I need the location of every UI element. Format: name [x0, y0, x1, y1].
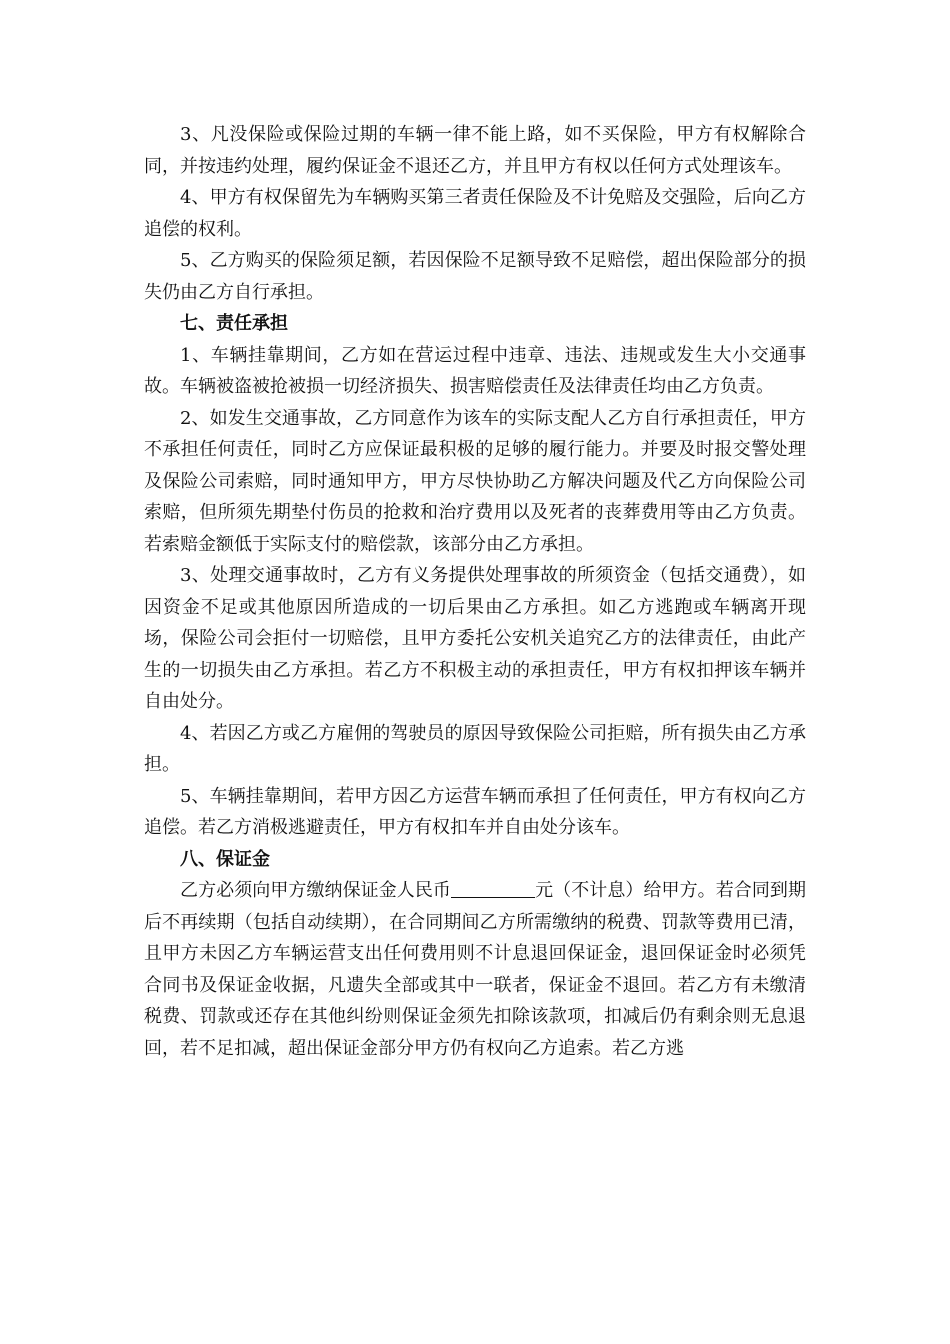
contract-page — [144, 119, 806, 1064]
clause-7-4: 4、若因乙方或乙方雇佣的驾驶员的原因导致保险公司拒赔，所有损失由乙方承担。 — [144, 722, 806, 775]
deposit-amount-blank — [451, 879, 535, 898]
deposit-text-after: 元（不计息）给甲方。若合同到期后不再续期（包括自动续期），在合同期间乙方所需缴纳的税费、罚款等费用已清，且甲方未因乙方车辆运营支出任何费用则不计息退回保证金，退回保证金时必须凭合同书及保证金收据，凡遗失全部或其中一联者，保证金不退回。若乙方有未缴清税费、罚款或还存在其他纠纷则保证金须先扣除该款项，扣减后仍有剩余则无息退回，若不足扣减，超出保证金部分甲方仍有权向乙方追索。若乙方逃 — [144, 880, 806, 1059]
section-7-heading: 七、责任承担 — [180, 313, 288, 334]
clause-7-3: 3、处理交通事故时，乙方有义务提供处理事故的所须资金（包括交通费），如因资金不足或其他原因所造成的一切后果由乙方承担。如乙方逃跑或车辆离开现场，保险公司会拒付一切赔偿，且甲方委托公安机关追究乙方的法律责任，由此产生的一切损失由乙方承担。若乙方不积极主动的承担责任，甲方有权扣押该车辆并自由处分。 — [144, 565, 806, 712]
deposit-text-before: 乙方必须向甲方缴纳保证金人民币 — [180, 880, 451, 901]
clause-6-3: 3、凡没保险或保险过期的车辆一律不能上路，如不买保险，甲方有权解除合同，并按违约处理，履约保证金不退还乙方，并且甲方有权以任何方式处理该车。 — [144, 124, 806, 177]
clause-7-1: 1、车辆挂靠期间，乙方如在营运过程中违章、违法、违规或发生大小交通事故。车辆被盗被抢被损一切经济损失、损害赔偿责任及法律责任均由乙方负责。 — [144, 344, 806, 397]
clause-6-4: 4、甲方有权保留先为车辆购买第三者责任保险及不计免赔及交强险，后向乙方追偿的权利。 — [144, 187, 806, 240]
clause-7-2: 2、如发生交通事故，乙方同意作为该车的实际支配人乙方自行承担责任，甲方不承担任何责任，同时乙方应保证最积极的足够的履行能力。并要及时报交警处理及保险公司索赔，同时通知甲方，甲方尽快协助乙方解决问题及代乙方向保险公司索赔，但所须先期垫付伤员的抢救和治疗费用以及死者的丧葬费用等由乙方负责。若索赔金额低于实际支付的赔偿款，该部分由乙方承担。 — [144, 407, 806, 555]
section-8-heading: 八、保证金 — [180, 848, 270, 870]
clause-7-5: 5、车辆挂靠期间，若甲方因乙方运营车辆而承担了任何责任，甲方有权向乙方追偿。若乙方消极逃避责任，甲方有权扣车并自由处分该车。 — [144, 785, 806, 838]
clause-6-5: 5、乙方购买的保险须足额，若因保险不足额导致不足赔偿，超出保险部分的损失仍由乙方自行承担。 — [144, 250, 806, 303]
clause-8-deposit — [144, 875, 806, 1064]
